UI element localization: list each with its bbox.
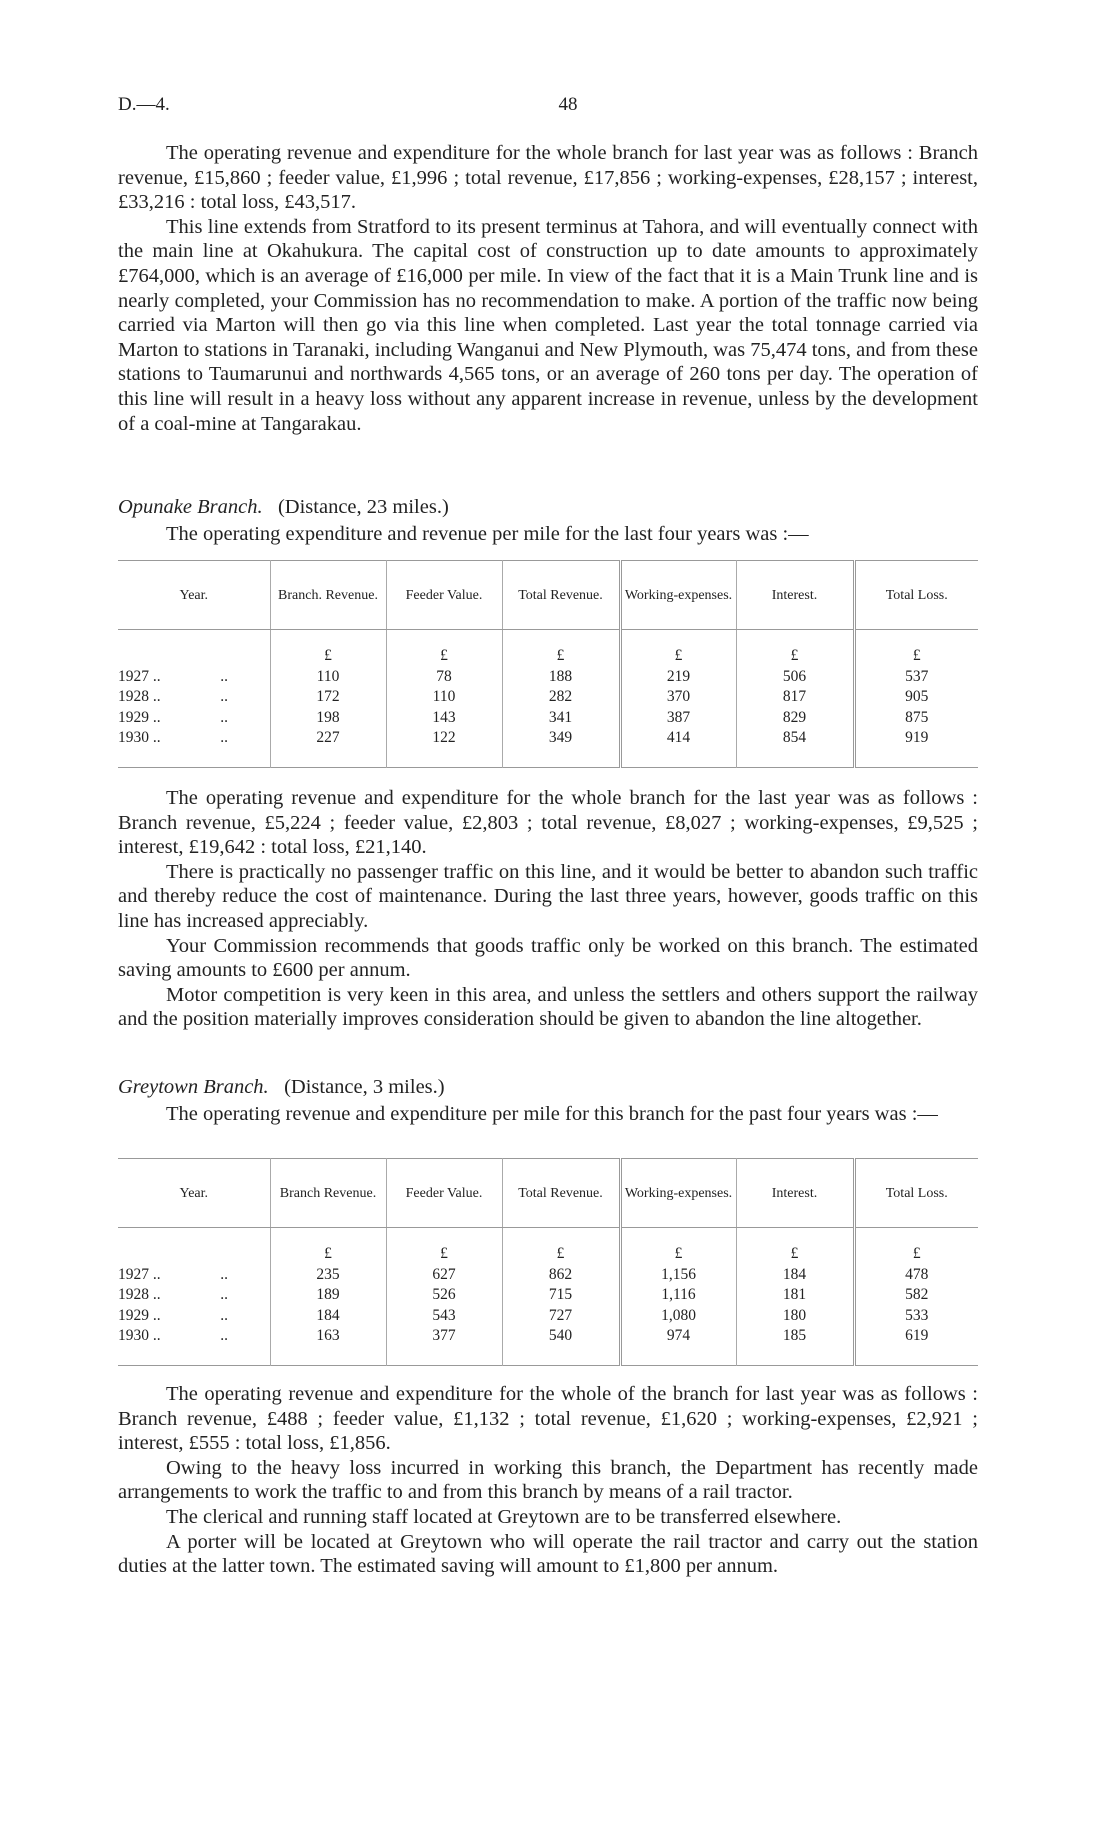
year-cell: 1927 .. xyxy=(118,1265,161,1283)
value-cell: 533 xyxy=(854,1306,978,1327)
table-row: 1928 .. .. 172 110 282 370 817 905 xyxy=(118,687,978,708)
value-cell: 370 xyxy=(620,687,736,708)
greytown-distance: (Distance, 3 miles.) xyxy=(284,1076,445,1098)
units-row xyxy=(118,1228,978,1265)
value-cell: 1,080 xyxy=(620,1306,736,1327)
col-working-expenses: Working-expenses. xyxy=(620,1159,736,1228)
table-row: 1929 .. .. 198 143 341 387 829 875 xyxy=(118,708,978,729)
value-cell: 506 xyxy=(736,667,854,688)
value-cell: 110 xyxy=(270,667,386,688)
value-cell: 163 xyxy=(270,1326,386,1365)
value-cell: 537 xyxy=(854,667,978,688)
col-year: Year. xyxy=(118,1159,270,1228)
table-header-row xyxy=(118,1159,978,1228)
value-cell: 627 xyxy=(386,1265,502,1286)
intro-paragraph-1: The operating revenue and expenditure for the whole branch for last year was as follows : Branch revenue, £15,860 ; feeder value, £1,996 ; total revenue, £17,856 ; working-expenses, £28,157 ; interest, £33,216 : total loss, £43,517. xyxy=(118,142,978,214)
value-cell: 184 xyxy=(736,1265,854,1286)
opunake-distance: (Distance, 23 miles.) xyxy=(277,496,449,518)
greytown-table xyxy=(118,1158,978,1366)
col-total-revenue: Total Revenue. xyxy=(502,1159,620,1228)
value-cell: 1,116 xyxy=(620,1285,736,1306)
table-row: 1928 .. .. 189 526 715 1,116 181 582 xyxy=(118,1285,978,1306)
value-cell: 540 xyxy=(502,1326,620,1365)
value-cell: 829 xyxy=(736,708,854,729)
value-cell: 582 xyxy=(854,1285,978,1306)
col-branch-revenue: Branch Revenue. xyxy=(270,1159,386,1228)
value-cell: 143 xyxy=(386,708,502,729)
opunake-section-heading xyxy=(118,494,978,520)
intro-paragraph-2: This line extends from Stratford to its present terminus at Tahora, and will eventually connect with the main line at Okahukura. The capital cost of construction up to date amounts to approximately £764,000, which is an average of £16,000 per mile. In view of the fact that it is a Main Trunk line and is nearly completed, your Commission has no recommendation to make. A portion of the traffic now being carried via Marton will then go via this line when completed. Last year the total tonnage carried via Marton to stations in Taranaki, including Wanganui and New Plymouth, was 75,474 tons, and from these stations to Taumarunui and northwards 4,565 tons, or an average of 260 tons per day. The operation of this line will result in a heavy loss without any apparent increase in revenue, unless by the development of a coal-mine at Tangarakau. xyxy=(118,215,978,435)
year-cell: 1928 .. xyxy=(118,688,161,705)
value-cell: 414 xyxy=(620,728,736,767)
value-cell: 227 xyxy=(270,728,386,767)
unit-cell: £ xyxy=(386,630,502,667)
value-cell: 235 xyxy=(270,1265,386,1286)
col-working-expenses: Working-expenses. xyxy=(620,561,736,630)
value-cell: 377 xyxy=(386,1326,502,1365)
value-cell: 543 xyxy=(386,1306,502,1327)
value-cell: 110 xyxy=(386,687,502,708)
value-cell: 817 xyxy=(736,687,854,708)
value-cell: 619 xyxy=(854,1326,978,1365)
col-total-loss: Total Loss. xyxy=(854,1159,978,1228)
col-interest: Interest. xyxy=(736,1159,854,1228)
value-cell: 172 xyxy=(270,687,386,708)
value-cell: 478 xyxy=(854,1265,978,1286)
year-cell: 1930 .. xyxy=(118,1327,161,1344)
col-total-revenue: Total Revenue. xyxy=(502,561,620,630)
opunake-heading-block xyxy=(118,494,978,547)
value-cell: 919 xyxy=(854,728,978,767)
unit-cell: £ xyxy=(270,630,386,667)
unit-cell: £ xyxy=(854,1228,978,1265)
greytown-heading-block xyxy=(118,1074,978,1127)
table-row: 1930 .. .. 227 122 349 414 854 919 xyxy=(118,728,978,767)
units-row xyxy=(118,630,978,667)
value-cell: 180 xyxy=(736,1306,854,1327)
greytown-section-heading xyxy=(118,1074,978,1100)
table-row: 1927 .. .. 110 78 188 219 506 537 xyxy=(118,667,978,688)
unit-cell: £ xyxy=(386,1228,502,1265)
page-number: 48 xyxy=(558,94,578,115)
value-cell: 198 xyxy=(270,708,386,729)
col-feeder-value: Feeder Value. xyxy=(386,561,502,630)
col-interest: Interest. xyxy=(736,561,854,630)
document-code: D.—4. xyxy=(118,94,170,115)
col-year: Year. xyxy=(118,561,270,630)
opunake-lead: The operating expenditure and revenue per mile for the last four years was :— xyxy=(166,523,809,545)
value-cell: 727 xyxy=(502,1306,620,1327)
table-row: 1927 .. .. 235 627 862 1,156 184 478 xyxy=(118,1265,978,1286)
value-cell: 1,156 xyxy=(620,1265,736,1286)
greytown-lead: The operating revenue and expenditure per mile for this branch for the past four years was :— xyxy=(166,1103,938,1125)
col-feeder-value: Feeder Value. xyxy=(386,1159,502,1228)
opunake-paragraph-3: Your Commission recommends that goods traffic only be worked on this branch. The estimated saving amounts to £600 per annum. xyxy=(118,934,978,982)
year-cell: 1928 .. xyxy=(118,1286,161,1303)
page-header xyxy=(118,94,978,124)
value-cell: 974 xyxy=(620,1326,736,1365)
unit-cell: £ xyxy=(620,1228,736,1265)
col-total-loss: Total Loss. xyxy=(854,561,978,630)
value-cell: 219 xyxy=(620,667,736,688)
unit-cell: £ xyxy=(620,630,736,667)
year-cell: 1927 .. xyxy=(118,667,161,685)
value-cell: 341 xyxy=(502,708,620,729)
table-row: 1930 .. .. 163 377 540 974 185 619 xyxy=(118,1326,978,1365)
value-cell: 184 xyxy=(270,1306,386,1327)
unit-cell: £ xyxy=(736,630,854,667)
value-cell: 862 xyxy=(502,1265,620,1286)
greytown-paragraph-2: Owing to the heavy loss incurred in working this branch, the Department has recently made arrangements to work the traffic to and from this branch by means of a rail tractor. xyxy=(118,1456,978,1504)
unit-cell: £ xyxy=(736,1228,854,1265)
opunake-text xyxy=(118,786,978,1032)
value-cell: 282 xyxy=(502,687,620,708)
value-cell: 181 xyxy=(736,1285,854,1306)
value-cell: 905 xyxy=(854,687,978,708)
value-cell: 854 xyxy=(736,728,854,767)
col-branch-revenue: Branch. Revenue. xyxy=(270,561,386,630)
opunake-paragraph-4: Motor competition is very keen in this area, and unless the settlers and others support the railway and the position materially improves consideration should be given to abandon the line altogether. xyxy=(118,983,978,1031)
opunake-table xyxy=(118,560,978,768)
table-row: 1929 .. .. 184 543 727 1,080 180 533 xyxy=(118,1306,978,1327)
greytown-text xyxy=(118,1382,978,1579)
opunake-paragraph-1: The operating revenue and expenditure for the whole branch for the last year was as follows : Branch revenue, £5,224 ; feeder value, £2,803 ; total revenue, £8,027 ; working-expenses, £9,525 ; interest, £19,642 : total loss, £21,140. xyxy=(118,787,978,859)
unit-cell: £ xyxy=(854,630,978,667)
opunake-branch-name: Opunake Branch. xyxy=(118,496,263,518)
value-cell: 78 xyxy=(386,667,502,688)
table-header-row xyxy=(118,561,978,630)
year-cell: 1929 .. xyxy=(118,1306,161,1324)
value-cell: 185 xyxy=(736,1326,854,1365)
value-cell: 875 xyxy=(854,708,978,729)
intro-section xyxy=(118,141,978,436)
value-cell: 387 xyxy=(620,708,736,729)
value-cell: 349 xyxy=(502,728,620,767)
greytown-paragraph-1: The operating revenue and expenditure for the whole of the branch for last year was as follows : Branch revenue, £488 ; feeder value, £1,132 ; total revenue, £1,620 ; working-expenses, £2,921 ; interest, £555 : total loss, £1,856. xyxy=(118,1383,978,1455)
value-cell: 122 xyxy=(386,728,502,767)
opunake-paragraph-2: There is practically no passenger traffic on this line, and it would be better to abandon such traffic and thereby reduce the cost of maintenance. During the last three years, however, goods traffic on this line has increased appreciably. xyxy=(118,860,978,932)
unit-cell: £ xyxy=(502,630,620,667)
greytown-paragraph-4: A porter will be located at Greytown who will operate the rail tractor and carry out the station duties at the latter town. The estimated saving will amount to £1,800 per annum. xyxy=(118,1530,978,1578)
greytown-paragraph-3: The clerical and running staff located at Greytown are to be transferred elsewhere. xyxy=(166,1505,842,1528)
greytown-branch-name: Greytown Branch. xyxy=(118,1076,269,1098)
year-cell: 1930 .. xyxy=(118,729,161,746)
value-cell: 715 xyxy=(502,1285,620,1306)
unit-cell: £ xyxy=(270,1228,386,1265)
value-cell: 188 xyxy=(502,667,620,688)
value-cell: 189 xyxy=(270,1285,386,1306)
value-cell: 526 xyxy=(386,1285,502,1306)
year-cell: 1929 .. xyxy=(118,708,161,726)
unit-cell: £ xyxy=(502,1228,620,1265)
